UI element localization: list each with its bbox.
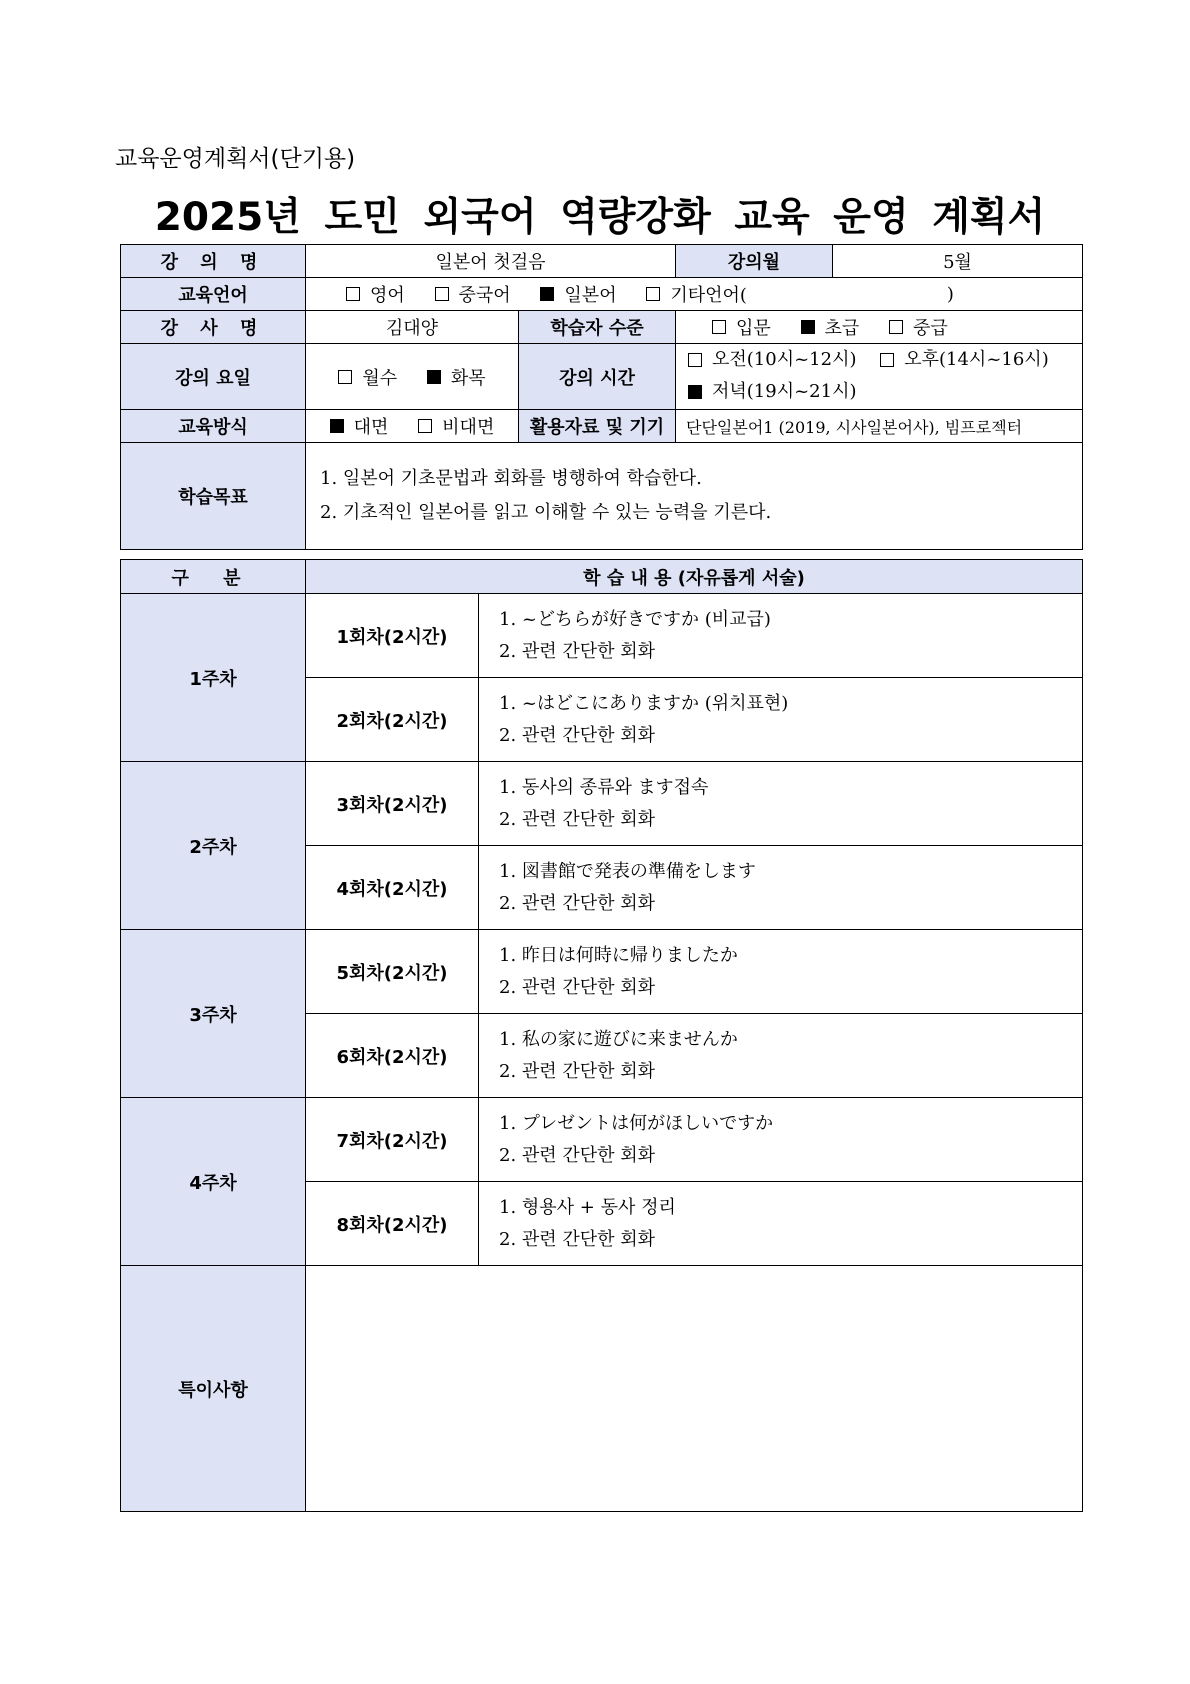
goals-label: 학습목표	[121, 443, 306, 550]
session-content	[479, 1182, 1083, 1266]
materials-label: 활용자료 및 기기	[519, 410, 676, 443]
content-line: 1. 私の家に遊びに来ませんか	[499, 1028, 738, 1050]
week-label: 3주차	[121, 930, 306, 1098]
content-line: 2. 관련 간단한 회화	[499, 1228, 656, 1250]
checkbox-icon	[435, 287, 449, 301]
session-label: 7회차(2시간)	[306, 1098, 479, 1182]
days-label: 강의 요일	[121, 344, 306, 410]
checkbox-afternoon[interactable]: 오후(14시~16시)	[880, 345, 1049, 375]
language-label: 교육언어	[121, 278, 306, 311]
level-label: 학습자 수준	[519, 311, 676, 344]
content-line: 1. 昨日は何時に帰りましたか	[499, 944, 738, 966]
checkbox-japanese[interactable]: 일본어	[540, 281, 616, 307]
session-content	[479, 1098, 1083, 1182]
content-line: 1. 図書館で発表の準備をします	[499, 860, 756, 882]
time-options	[676, 344, 1083, 410]
method-label: 교육방식	[121, 410, 306, 443]
session-label: 4회차(2시간)	[306, 846, 479, 930]
course-name-value: 일본어 첫걸음	[306, 245, 676, 278]
checkbox-icon	[338, 370, 352, 384]
checkbox-icon	[418, 419, 432, 433]
session-label: 2회차(2시간)	[306, 678, 479, 762]
document-type: 교육운영계획서(단기용)	[115, 146, 356, 172]
checkbox-english[interactable]: 영어	[346, 281, 405, 307]
content-line: 1. 형용사 + 동사 정리	[499, 1196, 676, 1218]
content-line: 2. 관련 간단한 회화	[499, 1144, 656, 1166]
session-content	[479, 762, 1083, 846]
lesson-plan-table	[120, 559, 1083, 1512]
time-label: 강의 시간	[519, 344, 676, 410]
session-label: 5회차(2시간)	[306, 930, 479, 1014]
checkbox-intermediate[interactable]: 중급	[889, 314, 948, 340]
goals-content	[306, 443, 1083, 550]
content-line: 2. 관련 간단한 회화	[499, 1060, 656, 1082]
days-options	[306, 344, 519, 410]
goal-line: 2. 기초적인 일본어를 읽고 이해할 수 있는 능력을 기른다.	[320, 502, 772, 523]
language-options	[306, 278, 1083, 311]
content-line: 2. 관련 간단한 회화	[499, 640, 656, 662]
session-content	[479, 594, 1083, 678]
materials-value: 단단일본어1 (2019, 시사일본어사), 빔프로젝터	[676, 410, 1083, 443]
content-line: 2. 관련 간단한 회화	[499, 808, 656, 830]
notes-field[interactable]	[306, 1266, 1083, 1512]
page-title: 2025년 도민 외국어 역량강화 교육 운영 계획서	[154, 195, 1046, 240]
course-info-table	[120, 244, 1083, 550]
checkbox-evening[interactable]: 저녁(19시~21시)	[688, 377, 857, 407]
goal-line: 1. 일본어 기초문법과 회화를 병행하여 학습한다.	[320, 468, 702, 489]
session-label: 6회차(2시간)	[306, 1014, 479, 1098]
checkbox-beginner[interactable]: 입문	[712, 314, 771, 340]
content-line: 1. プレゼントは何がほしいですか	[499, 1112, 774, 1134]
checkbox-checked-icon	[427, 370, 441, 384]
division-header: 구 분	[121, 560, 306, 594]
checkbox-icon	[880, 353, 894, 367]
checkbox-morning[interactable]: 오전(10시~12시)	[688, 345, 857, 375]
session-label: 8회차(2시간)	[306, 1182, 479, 1266]
checkbox-icon	[889, 320, 903, 334]
content-line: 2. 관련 간단한 회화	[499, 724, 656, 746]
session-content	[479, 846, 1083, 930]
checkbox-icon	[712, 320, 726, 334]
checkbox-tue-thu[interactable]: 화목	[427, 364, 486, 390]
notes-label: 특이사항	[121, 1266, 306, 1512]
course-name-label: 강 의 명	[121, 245, 306, 278]
checkbox-icon	[688, 353, 702, 367]
table-row	[121, 594, 1083, 678]
instructor-label: 강 사 명	[121, 311, 306, 344]
table-row	[121, 1098, 1083, 1182]
method-options	[306, 410, 519, 443]
checkbox-checked-icon	[801, 320, 815, 334]
month-label: 강의월	[676, 245, 833, 278]
checkbox-in-person[interactable]: 대면	[330, 413, 389, 439]
checkbox-checked-icon	[540, 287, 554, 301]
level-options	[676, 311, 1083, 344]
checkbox-checked-icon	[688, 385, 702, 399]
week-label: 2주차	[121, 762, 306, 930]
session-content	[479, 1014, 1083, 1098]
instructor-value: 김대양	[306, 311, 519, 344]
content-line: 1. ~はどこにありますか (위치표현)	[499, 692, 789, 714]
checkbox-other-language[interactable]: 기타언어( )	[646, 281, 954, 307]
content-line: 2. 관련 간단한 회화	[499, 892, 656, 914]
checkbox-icon	[646, 287, 660, 301]
checkbox-checked-icon	[330, 419, 344, 433]
week-label: 1주차	[121, 594, 306, 762]
content-line: 1. 동사의 종류와 ます접속	[499, 776, 709, 798]
session-content	[479, 678, 1083, 762]
week-label: 4주차	[121, 1098, 306, 1266]
content-line: 1. ~どちらが好きですか (비교급)	[499, 608, 771, 630]
checkbox-icon	[346, 287, 360, 301]
checkbox-online[interactable]: 비대면	[418, 413, 494, 439]
session-content	[479, 930, 1083, 1014]
content-line: 2. 관련 간단한 회화	[499, 976, 656, 998]
month-value: 5월	[833, 245, 1083, 278]
checkbox-mon-wed[interactable]: 월수	[338, 364, 397, 390]
session-label: 1회차(2시간)	[306, 594, 479, 678]
content-header: 학 습 내 용 (자유롭게 서술)	[306, 560, 1083, 594]
table-row	[121, 762, 1083, 846]
session-label: 3회차(2시간)	[306, 762, 479, 846]
table-row	[121, 930, 1083, 1014]
checkbox-elementary[interactable]: 초급	[801, 314, 860, 340]
checkbox-chinese[interactable]: 중국어	[435, 281, 511, 307]
